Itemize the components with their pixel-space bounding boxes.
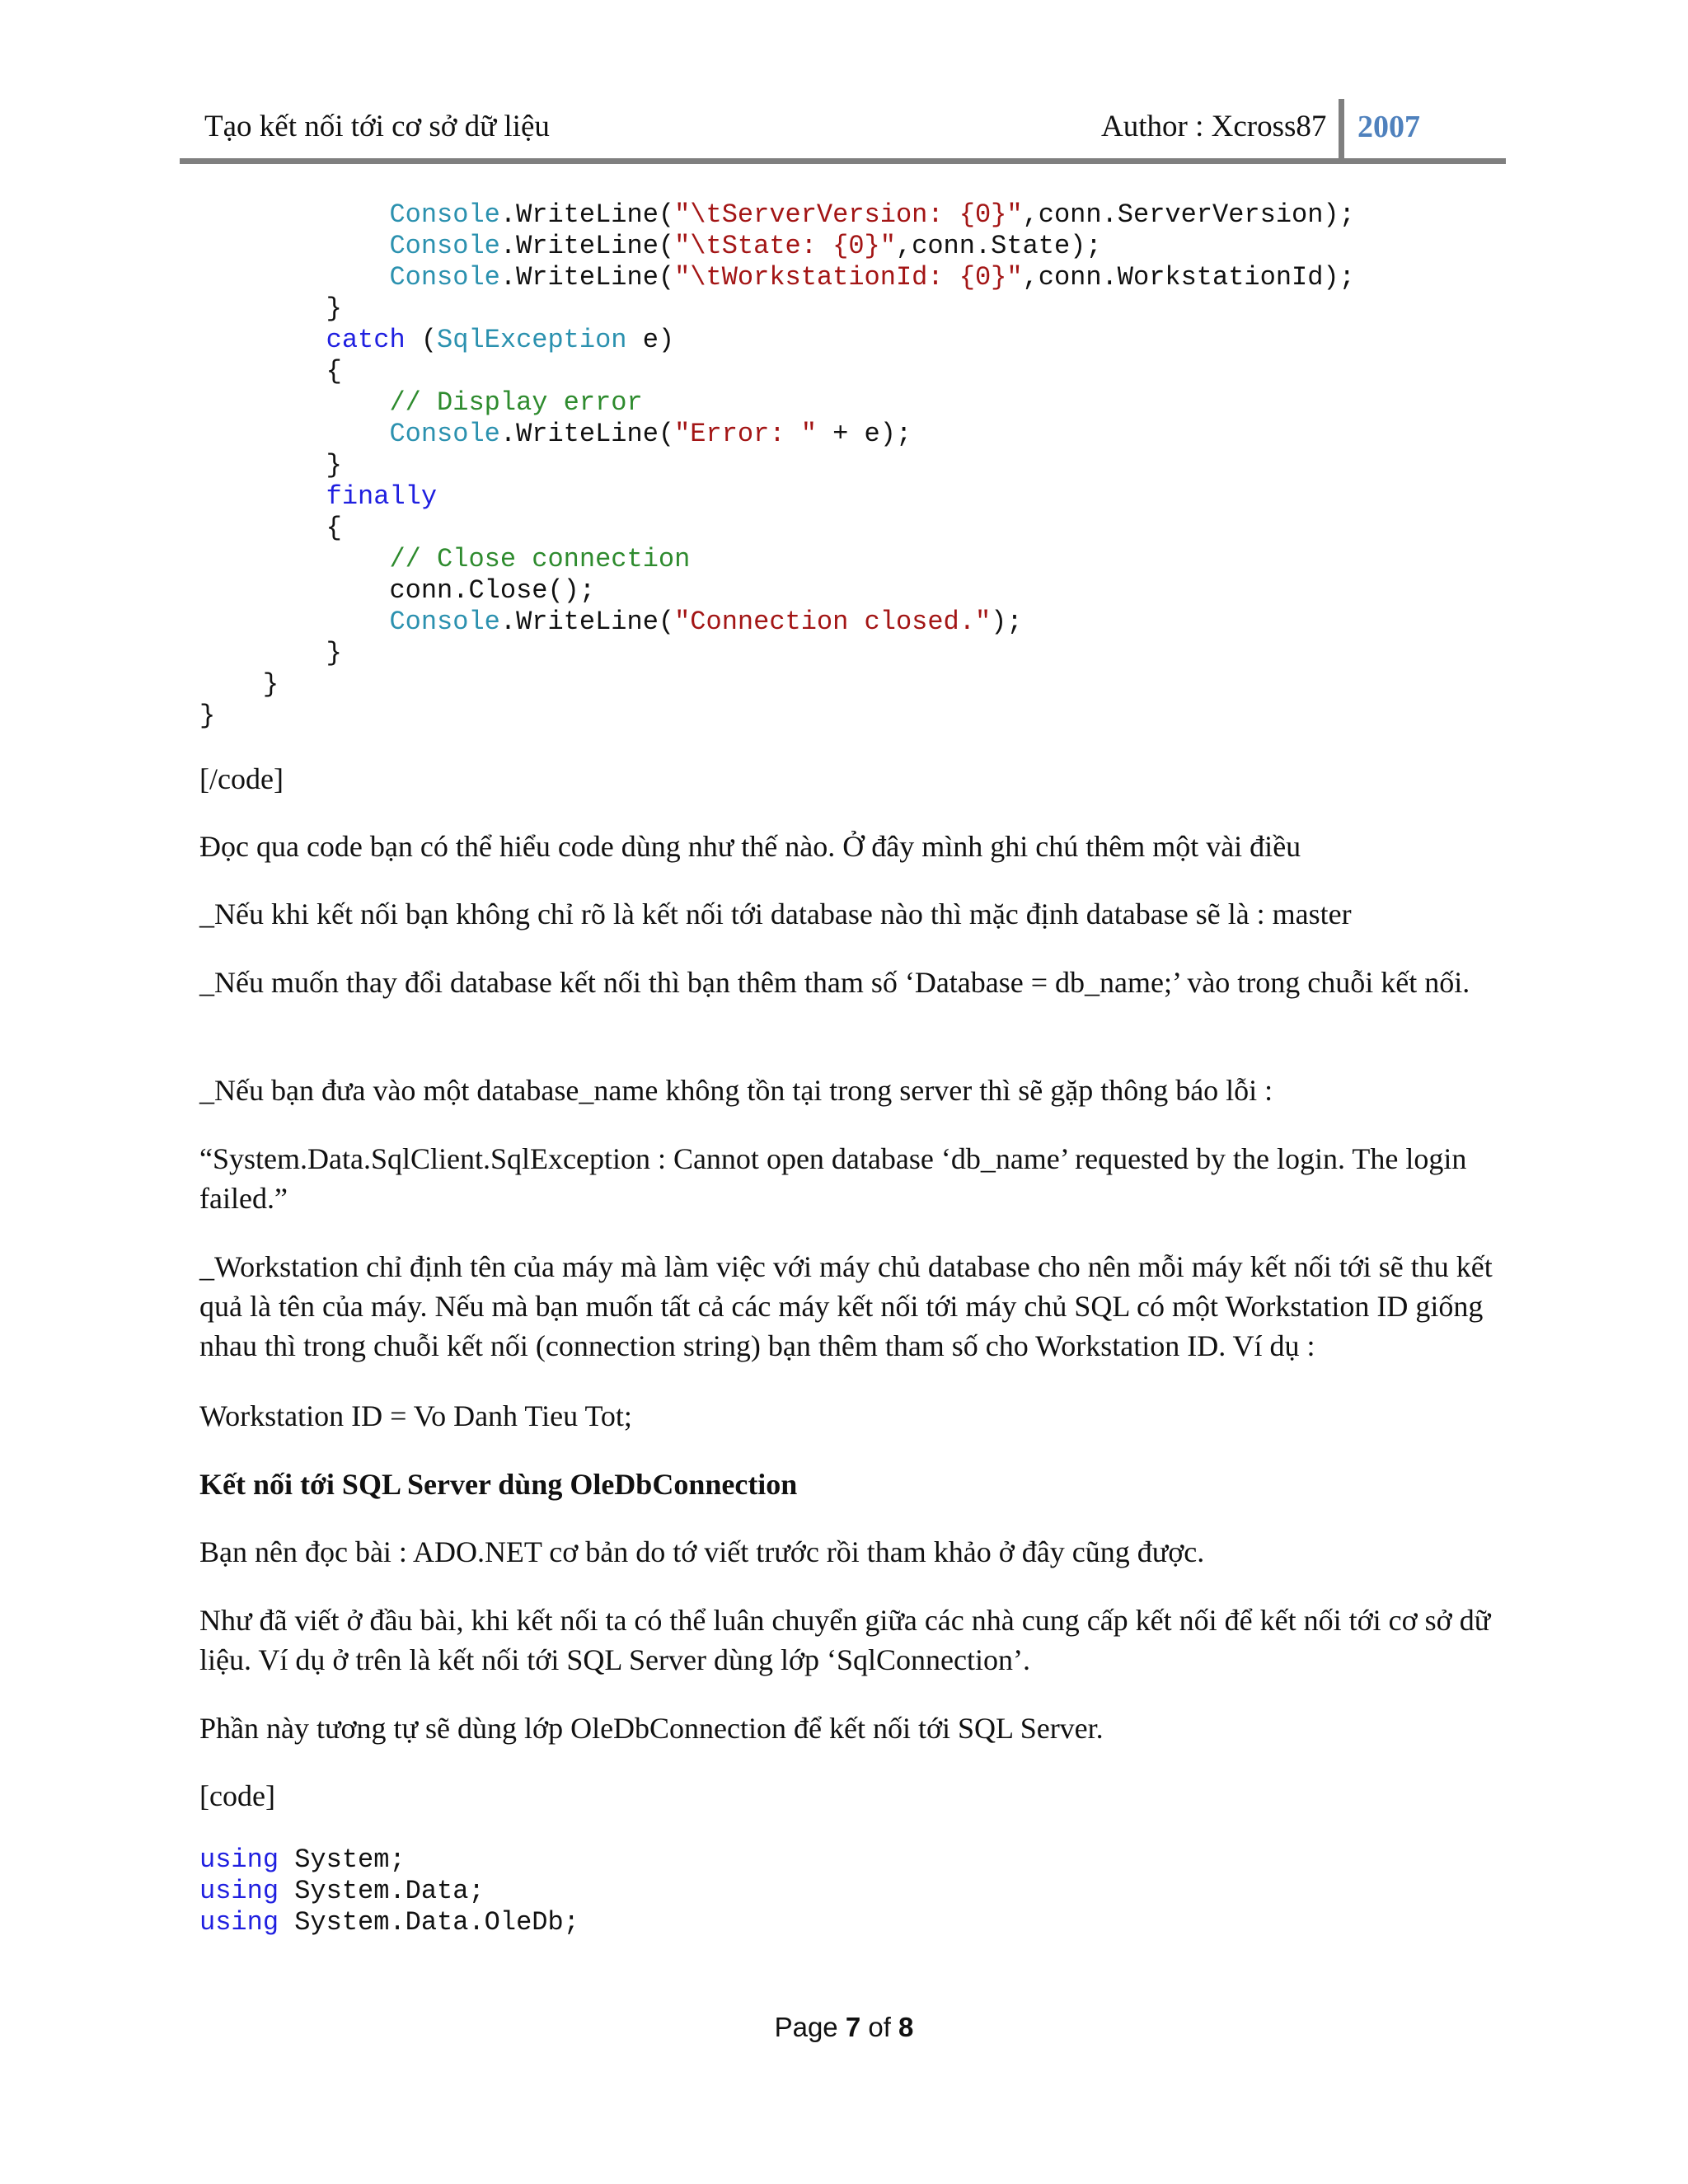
code-token <box>199 199 389 230</box>
code-line <box>199 325 1355 356</box>
code-token <box>199 481 326 512</box>
code-token: System.Data; <box>279 1876 485 1906</box>
code-block-bottom <box>199 1844 579 1938</box>
code-line <box>199 450 1355 481</box>
paragraph-providers: Như đã viết ở đầu bài, khi kết nối ta có thể luân chuyển giữa các nhà cung cấp kết nối để kết nối tới cơ sở dữ liệu. Ví dụ ở trên là kết nối tới SQL Server dùng lớp ‘SqlConnection’. <box>199 1604 1491 1676</box>
code-token: "\tServerVersion: {0}" <box>674 199 1023 230</box>
code-line <box>199 419 1355 450</box>
code-line <box>199 199 1355 231</box>
code-token: .WriteLine( <box>499 419 675 449</box>
code-token: { <box>199 356 342 387</box>
of-label: of <box>860 2012 899 2042</box>
code-token: e) <box>626 325 675 355</box>
paragraph-missing-db: _Nếu bạn đưa vào một database_name không tồn tại trong server thì sẽ gặp thông báo lỗi : <box>199 1074 1273 1107</box>
code-token: using <box>199 1844 279 1875</box>
code-line <box>199 575 1355 607</box>
author-label: Author : Xcross87 <box>1101 110 1327 143</box>
paragraph-code-start: [code] <box>199 1779 275 1812</box>
code-line <box>199 231 1355 262</box>
code-token: using <box>199 1907 279 1938</box>
code-token: } <box>199 669 279 700</box>
paragraph-error-message: “System.Data.SqlClient.SqlException : Cannot open database ‘db_name’ requested by the login. The login failed.” <box>199 1142 1467 1215</box>
header-divider <box>1339 99 1344 162</box>
code-token: Console <box>389 419 500 449</box>
paragraph-code-end: [/code] <box>199 762 284 795</box>
paragraph-oledb: Phần này tương tự sẽ dùng lớp OleDbConnection để kết nối tới SQL Server. <box>199 1712 1104 1745</box>
code-token: } <box>199 450 342 480</box>
code-line <box>199 262 1355 293</box>
code-token <box>199 419 389 449</box>
code-line <box>199 1876 579 1907</box>
code-token: ( <box>405 325 438 355</box>
code-token: Console <box>389 607 500 637</box>
paragraph-change-db: _Nếu muốn thay đổi database kết nối thì bạn thêm tham số ‘Database = db_name;’ vào trong chuỗi kết nối. <box>199 966 1470 999</box>
code-line <box>199 481 1355 513</box>
code-token: .WriteLine( <box>499 607 675 637</box>
code-token: "\tState: {0}" <box>674 231 896 261</box>
code-line <box>199 1844 579 1876</box>
code-token: conn.Close(); <box>199 575 596 606</box>
code-token: .WriteLine( <box>499 262 675 293</box>
code-token: } <box>199 293 342 324</box>
year-label: 2007 <box>1357 110 1420 144</box>
section-heading: Kết nối tới SQL Server dùng OleDbConnection <box>199 1468 798 1501</box>
code-line <box>199 669 1355 701</box>
code-token: ,conn.State); <box>895 231 1102 261</box>
code-token: + e); <box>816 419 912 449</box>
code-token: ,conn.ServerVersion); <box>1022 199 1355 230</box>
code-line <box>199 1907 579 1938</box>
code-token: } <box>199 701 216 731</box>
code-token: "\tWorkstationId: {0}" <box>674 262 1023 293</box>
code-token <box>199 387 389 418</box>
paragraph-intro: Đọc qua code bạn có thể hiểu code dùng như thế nào. Ở đây mình ghi chú thêm một vài điều <box>199 830 1301 863</box>
code-token <box>199 231 389 261</box>
code-token <box>199 544 389 574</box>
code-token: { <box>199 513 342 543</box>
code-token: using <box>199 1876 279 1906</box>
code-token <box>199 325 326 355</box>
code-line <box>199 387 1355 419</box>
code-line <box>199 701 1355 732</box>
page-label: Page <box>774 2012 846 2042</box>
code-line <box>199 356 1355 387</box>
paragraph-workstation-example: Workstation ID = Vo Danh Tieu Tot; <box>199 1399 632 1432</box>
code-line <box>199 544 1355 575</box>
code-token <box>199 262 389 293</box>
code-token <box>199 607 389 637</box>
code-line <box>199 607 1355 638</box>
code-token: .WriteLine( <box>499 199 675 230</box>
code-token: // Display error <box>389 387 643 418</box>
code-token: Console <box>389 199 500 230</box>
code-token: // Close connection <box>389 544 691 574</box>
code-token: System.Data.OleDb; <box>279 1907 579 1938</box>
code-token: Console <box>389 262 500 293</box>
code-token: finally <box>326 481 438 512</box>
code-token: catch <box>326 325 406 355</box>
code-token: "Connection closed." <box>674 607 992 637</box>
current-page-number: 7 <box>845 2012 861 2042</box>
code-line <box>199 513 1355 544</box>
code-token: ); <box>991 607 1023 637</box>
code-token: Console <box>389 231 500 261</box>
total-pages-number: 8 <box>898 2012 914 2042</box>
paragraph-default-db: _Nếu khi kết nối bạn không chỉ rõ là kết nối tới database nào thì mặc định database sẽ là : master <box>199 898 1352 930</box>
document-title: Tạo kết nối tới cơ sở dữ liệu <box>204 110 550 143</box>
header-rule <box>180 158 1506 164</box>
code-block-top <box>199 199 1355 732</box>
code-token: SqlException <box>437 325 627 355</box>
code-token: .WriteLine( <box>499 231 675 261</box>
code-token: System; <box>279 1844 406 1875</box>
code-token: ,conn.WorkstationId); <box>1022 262 1355 293</box>
code-token: } <box>199 638 342 668</box>
paragraph-read-ado: Bạn nên đọc bài : ADO.NET cơ bản do tớ viết trước rồi tham khảo ở đây cũng được. <box>199 1535 1205 1568</box>
code-line <box>199 638 1355 669</box>
code-line <box>199 293 1355 325</box>
paragraph-workstation: _Workstation chỉ định tên của máy mà làm việc với máy chủ database cho nên mỗi máy kết nối tới sẽ thu kết quả là tên của máy. Nếu mà bạn muốn tất cả các máy kết nối tới máy chủ SQL có một Workstation ID giống nhau thì trong chuỗi kết nối (connection string) bạn thêm tham số cho Workstation ID. Ví dụ : <box>199 1250 1493 1362</box>
code-token: "Error: " <box>674 419 817 449</box>
page-footer <box>0 2009 1688 2046</box>
